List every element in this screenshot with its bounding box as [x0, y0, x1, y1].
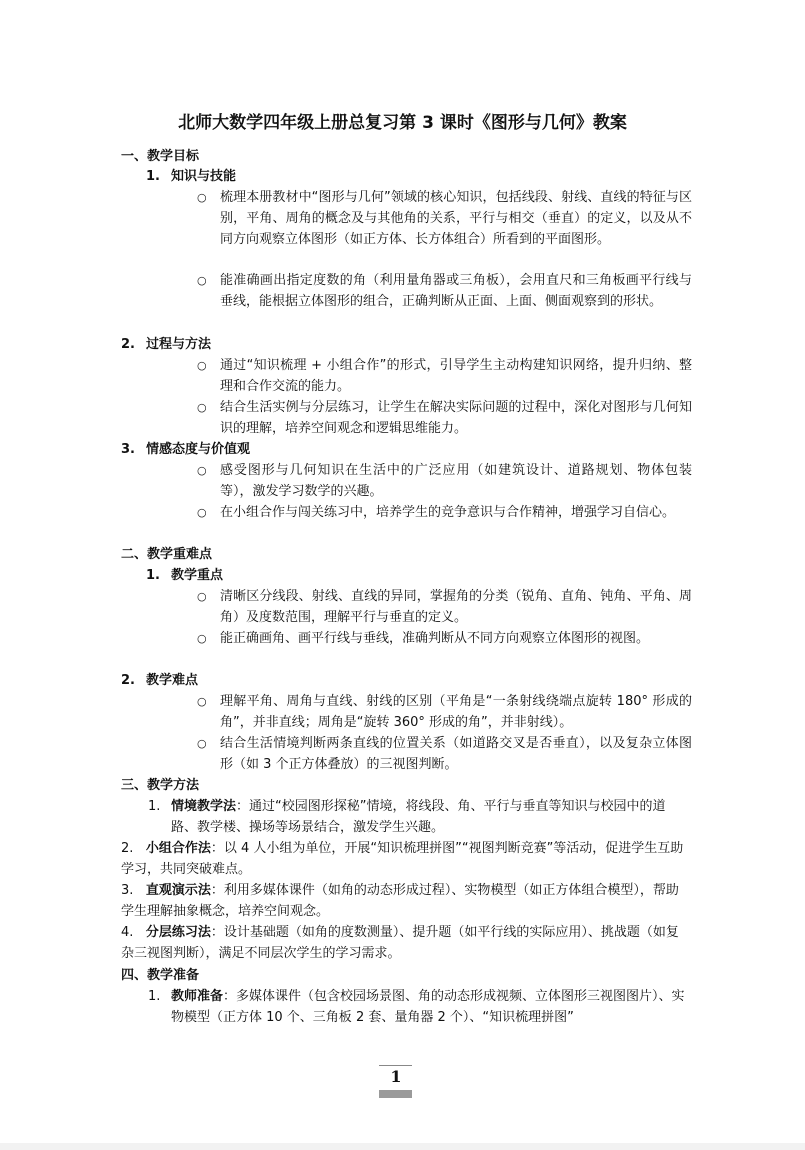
page-number-bar: [379, 1090, 412, 1098]
subsection-number: 2.: [121, 673, 135, 688]
list-item-label: 教师准备: [171, 989, 224, 1004]
list-item: [197, 628, 692, 649]
subsection-number: 2.: [121, 337, 135, 352]
subsection-knowledge-skills: [121, 166, 236, 187]
list-item: [197, 586, 692, 628]
list-item-text: ：以 4 人小组为单位，开展“知识梳理拼图”“视图判断竞赛”等活动，促进学生互助学习，共同突破难点。: [121, 841, 684, 877]
list-item-number: 1.: [148, 989, 161, 1004]
list-item: [197, 355, 692, 397]
bullet-icon: ○: [197, 274, 207, 287]
list-item-number: 2.: [121, 841, 134, 856]
bullet-icon: ○: [197, 590, 207, 603]
list-item-text: 梳理本册教材中“图形与几何”领域的核心知识，包括线段、射线、直线的特征与区别，平角、周角的概念及与其他角的关系，平行与相交（垂直）的定义，以及从不同方向观察立体图形（如正方体、长方体组合）所看到的平面图形。: [220, 190, 692, 247]
bullet-icon: ○: [197, 191, 207, 204]
page-number-rule: [379, 1065, 412, 1066]
section-heading-preparation: 四、教学准备: [121, 968, 200, 983]
list-item-label: 直观演示法: [145, 883, 211, 898]
section-heading-methods: 三、教学方法: [121, 778, 200, 793]
list-item: [197, 460, 692, 502]
list-item: [197, 502, 692, 523]
bullet-icon: ○: [197, 401, 207, 414]
page-title: 北师大数学四年级上册总复习第 3 课时《图形与几何》教案: [178, 113, 627, 133]
list-item: [197, 691, 692, 733]
list-item-text: 清晰区分线段、射线、直线的异同，掌握角的分类（锐角、直角、钝角、平角、周角）及度数范围，理解平行与垂直的定义。: [220, 589, 692, 625]
list-item-number: 1.: [148, 799, 161, 814]
list-item-text: ：利用多媒体课件（如角的动态形成过程）、实物模型（如正方体组合模型），帮助学生理解抽象概念，培养空间观念。: [121, 883, 679, 919]
subsection-label: 情感态度与价值观: [146, 442, 251, 457]
list-item-text: ：设计基础题（如角的度数测量）、提升题（如平行线的实际应用）、挑战题（如复杂三视图判断），满足不同层次学生的学习需求。: [121, 925, 679, 961]
list-item: [148, 986, 688, 1028]
list-item-text: ：通过“校园图形探秘”情境，将线段、角、平行与垂直等知识与校园中的道路、教学楼、操场等场景结合，激发学生兴趣。: [171, 799, 666, 835]
list-item-text: 感受图形与几何知识在生活中的广泛应用（如建筑设计、道路规划、物体包装等），激发学习数学的兴趣。: [220, 463, 692, 499]
list-item-label: 小组合作法: [145, 841, 211, 856]
list-item-text: 理解平角、周角与直线、射线的区别（平角是“一条射线绕端点旋转 180° 形成的角”，并非直线；周角是“旋转 360° 形成的角”，并非射线）。: [220, 694, 692, 730]
bullet-icon: ○: [197, 737, 207, 750]
subsection-number: 3.: [121, 442, 135, 457]
list-item: [197, 733, 692, 775]
subsection-difficulties: [121, 670, 198, 691]
list-item-label: 情境教学法: [171, 799, 237, 814]
list-item: [121, 880, 686, 922]
section-heading-objectives: 一、教学目标: [121, 149, 200, 164]
list-item-text: 通过“知识梳理 + 小组合作”的形式，引导学生主动构建知识网络，提升归纳、整理和合作交流的能力。: [220, 358, 692, 394]
bullet-icon: ○: [197, 632, 207, 645]
list-item: [197, 187, 692, 250]
bullet-icon: ○: [197, 695, 207, 708]
list-item-text: ：多媒体课件（包含校园场景图、角的动态形成视频、立体图形三视图图片）、实物模型（正方体 10 个、三角板 2 套、量角器 2 个）、“知识梳理拼图”: [171, 989, 685, 1025]
subsection-number: 1.: [146, 568, 160, 583]
list-item-number: 3.: [121, 883, 134, 898]
list-item: [197, 270, 692, 312]
list-item: [197, 397, 692, 439]
page-number: 1: [390, 1067, 402, 1086]
bullet-icon: ○: [197, 464, 207, 477]
subsection-label: 知识与技能: [171, 169, 237, 184]
bullet-icon: ○: [197, 506, 207, 519]
subsection-label: 教学重点: [171, 568, 224, 583]
subsection-number: 1.: [146, 169, 160, 184]
list-item: [121, 838, 686, 880]
list-item-text: 在小组合作与闯关练习中，培养学生的竞争意识与合作精神，增强学习自信心。: [220, 505, 676, 520]
list-item-text: 能准确画出指定度数的角（利用量角器或三角板），会用直尺和三角板画平行线与垂线，能根据立体图形的组合，正确判断从正面、上面、侧面观察到的形状。: [220, 273, 692, 309]
subsection-attitudes-values: [121, 439, 250, 460]
list-item-label: 分层练习法: [145, 925, 211, 940]
list-item-text: 结合生活情境判断两条直线的位置关系（如道路交叉是否垂直），以及复杂立体图形（如 3 个正方体叠放）的三视图判断。: [220, 736, 692, 772]
subsection-label: 教学难点: [146, 673, 199, 688]
list-item: [121, 922, 686, 964]
list-item-text: 结合生活实例与分层练习，让学生在解决实际问题的过程中，深化对图形与几何知识的理解，培养空间观念和逻辑思维能力。: [220, 400, 692, 436]
list-item-text: 能正确画角、画平行线与垂线，准确判断从不同方向观察立体图形的视图。: [220, 631, 650, 646]
subsection-key-points: [121, 565, 223, 586]
section-heading-key-points: 二、教学重难点: [121, 547, 213, 562]
subsection-label: 过程与方法: [146, 337, 212, 352]
bullet-icon: ○: [197, 359, 207, 372]
list-item: [148, 796, 688, 838]
subsection-process-methods: [121, 334, 211, 355]
list-item-number: 4.: [121, 925, 134, 940]
